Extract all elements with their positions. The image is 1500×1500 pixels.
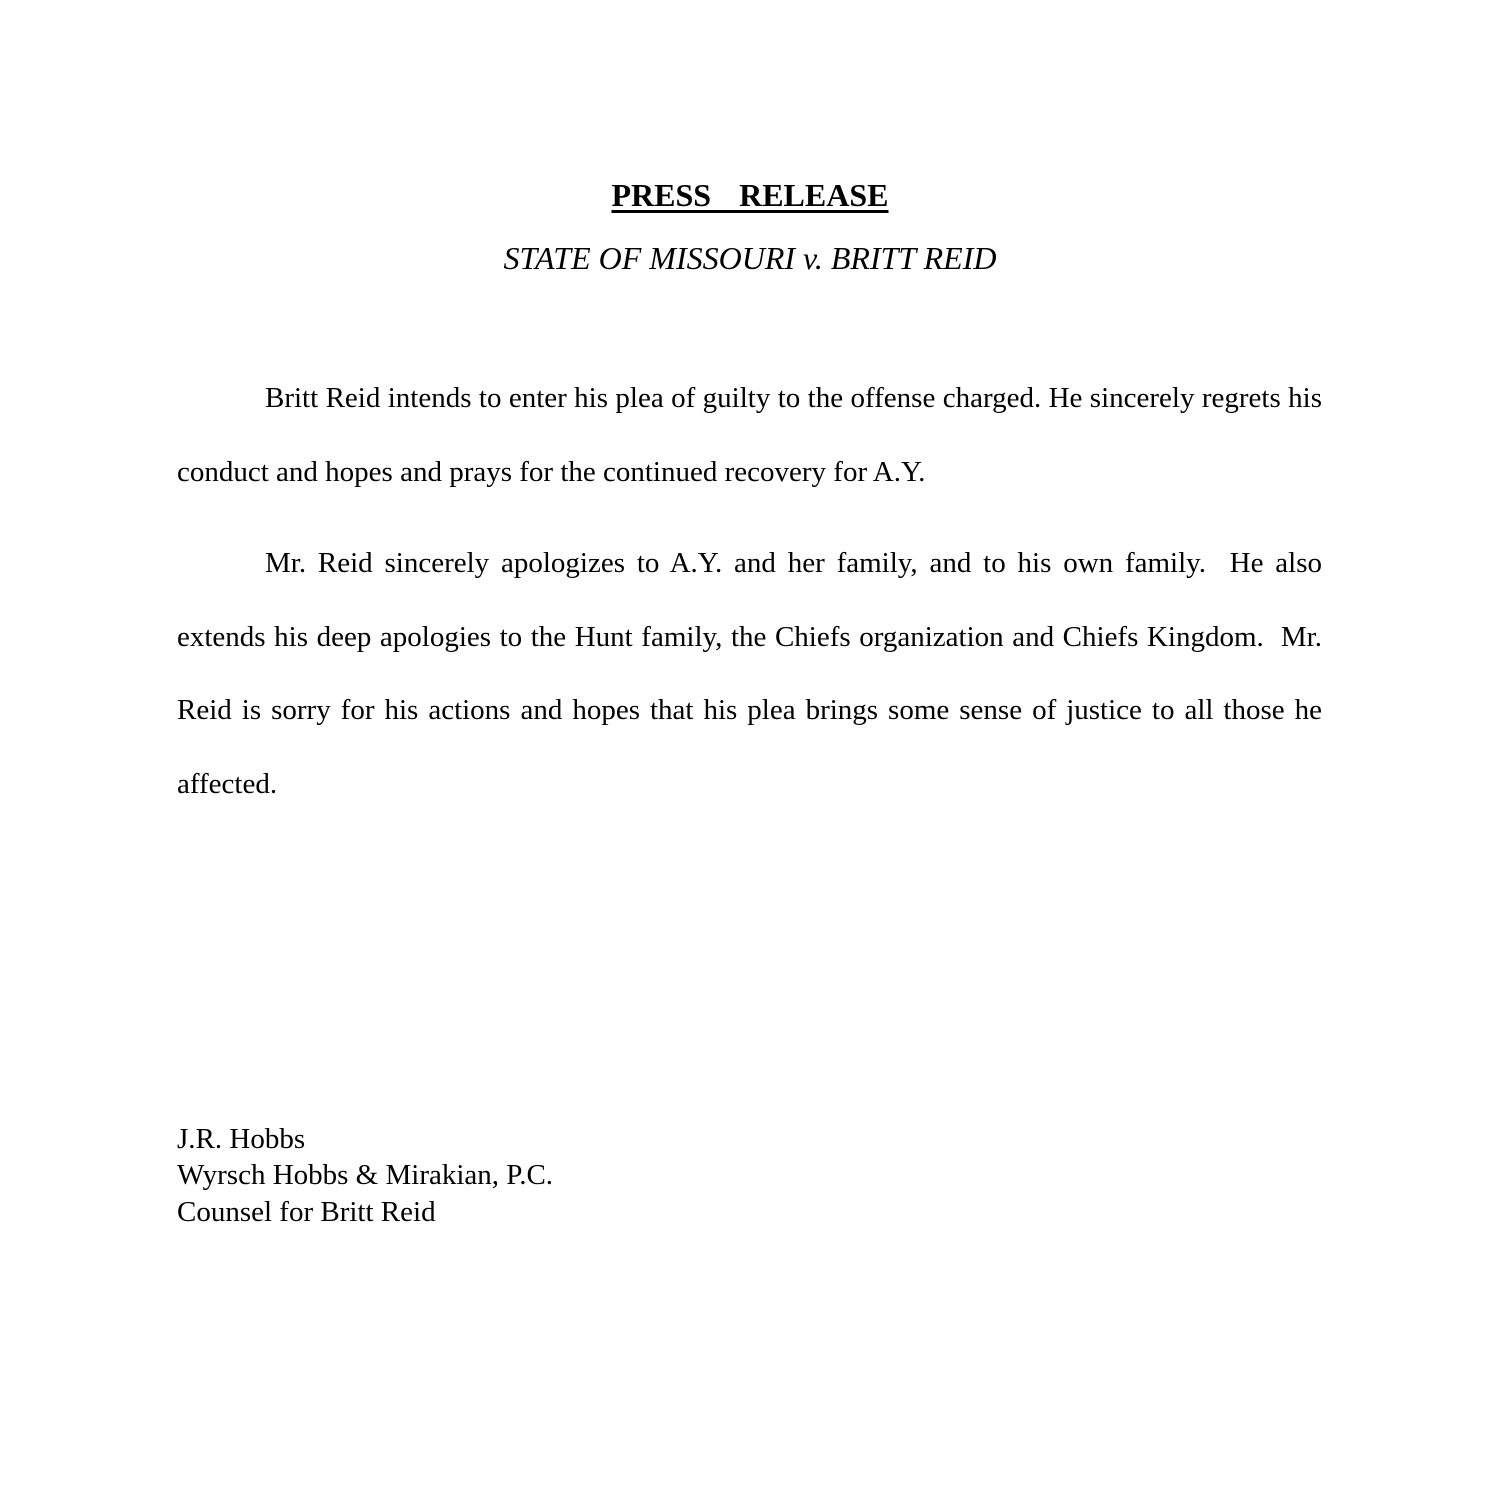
signature-block xyxy=(177,1121,553,1230)
document-body xyxy=(177,362,1330,821)
law-firm-name: Wyrsch Hobbs & Mirakian, P.C. xyxy=(177,1159,554,1192)
case-caption: STATE OF MISSOURI v. BRITT REID xyxy=(503,240,997,276)
signatory-name: J.R. Hobbs xyxy=(177,1123,306,1155)
page-title: PRESS RELEASE xyxy=(611,177,889,213)
signatory-role: Counsel for Britt Reid xyxy=(177,1195,436,1228)
paragraph-plea-statement: Britt Reid intends to enter his plea of guilty to the offense charged. He sincerely regrets his conduct and hopes and prays for the continued recovery for A.Y. xyxy=(177,382,1330,488)
paragraph-apology: Mr. Reid sincerely apologizes to A.Y. and her family, and to his own family. He also extends his deep apologies to the Hunt family, the Chiefs organization and Chiefs Kingdom. Mr. Reid is sorry for his actions and hopes that his plea brings some sense of justice to all those he affected. xyxy=(177,547,1330,800)
